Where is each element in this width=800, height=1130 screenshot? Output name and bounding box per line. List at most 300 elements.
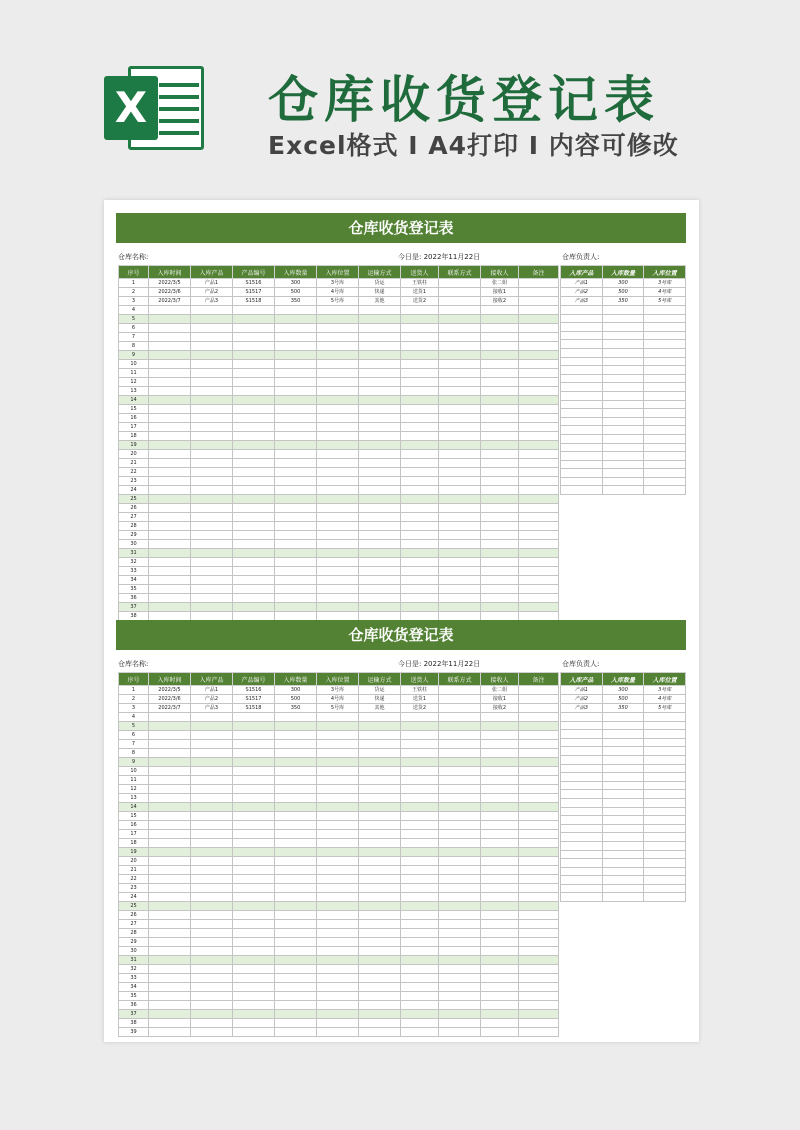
- table-cell[interactable]: [439, 342, 481, 351]
- summary-cell[interactable]: [602, 374, 644, 383]
- table-cell[interactable]: [275, 803, 317, 812]
- table-cell[interactable]: [191, 911, 233, 920]
- table-cell[interactable]: [359, 306, 401, 315]
- summary-cell[interactable]: [644, 452, 686, 461]
- table-cell[interactable]: 产品2: [191, 288, 233, 297]
- table-cell[interactable]: [275, 902, 317, 911]
- table-cell[interactable]: [317, 315, 359, 324]
- summary-cell[interactable]: [644, 867, 686, 876]
- table-cell[interactable]: [233, 486, 275, 495]
- table-cell[interactable]: [191, 405, 233, 414]
- table-cell[interactable]: [275, 920, 317, 929]
- table-cell[interactable]: [317, 468, 359, 477]
- table-cell[interactable]: [317, 522, 359, 531]
- table-cell[interactable]: [401, 360, 439, 369]
- summary-cell[interactable]: [561, 426, 603, 435]
- table-cell[interactable]: [191, 1001, 233, 1010]
- table-cell[interactable]: [275, 830, 317, 839]
- table-cell[interactable]: [191, 459, 233, 468]
- table-cell[interactable]: 接收2: [481, 704, 519, 713]
- table-cell[interactable]: [359, 758, 401, 767]
- summary-cell[interactable]: [602, 867, 644, 876]
- summary-cell[interactable]: 350: [602, 297, 644, 306]
- table-cell[interactable]: [233, 351, 275, 360]
- table-cell[interactable]: [275, 468, 317, 477]
- table-cell[interactable]: [191, 387, 233, 396]
- table-cell[interactable]: [439, 722, 481, 731]
- table-cell[interactable]: [191, 812, 233, 821]
- table-cell[interactable]: [317, 342, 359, 351]
- table-cell[interactable]: 张二姐: [481, 279, 519, 288]
- summary-cell[interactable]: 产品1: [561, 279, 603, 288]
- table-cell[interactable]: [519, 585, 559, 594]
- table-cell[interactable]: [149, 875, 191, 884]
- table-cell[interactable]: [275, 857, 317, 866]
- table-cell[interactable]: [275, 758, 317, 767]
- table-cell[interactable]: [317, 938, 359, 947]
- table-cell[interactable]: [439, 938, 481, 947]
- table-cell[interactable]: [317, 866, 359, 875]
- table-cell[interactable]: [401, 722, 439, 731]
- table-cell[interactable]: [233, 450, 275, 459]
- table-cell[interactable]: [481, 603, 519, 612]
- table-cell[interactable]: [359, 405, 401, 414]
- table-cell[interactable]: [317, 965, 359, 974]
- table-cell[interactable]: [519, 450, 559, 459]
- summary-cell[interactable]: 300: [602, 686, 644, 695]
- summary-cell[interactable]: [602, 755, 644, 764]
- table-cell[interactable]: [359, 911, 401, 920]
- table-cell[interactable]: [481, 722, 519, 731]
- table-cell[interactable]: [149, 414, 191, 423]
- table-cell[interactable]: 350: [275, 704, 317, 713]
- table-cell[interactable]: [191, 749, 233, 758]
- table-cell[interactable]: [401, 495, 439, 504]
- table-cell[interactable]: [233, 866, 275, 875]
- summary-cell[interactable]: [644, 850, 686, 859]
- table-cell[interactable]: [401, 459, 439, 468]
- table-cell[interactable]: [519, 713, 559, 722]
- table-cell[interactable]: [317, 740, 359, 749]
- summary-cell[interactable]: [561, 893, 603, 902]
- table-cell[interactable]: [481, 441, 519, 450]
- table-cell[interactable]: [519, 495, 559, 504]
- table-cell[interactable]: [233, 785, 275, 794]
- table-cell[interactable]: [439, 956, 481, 965]
- table-cell[interactable]: [401, 920, 439, 929]
- table-cell[interactable]: [519, 522, 559, 531]
- table-cell[interactable]: [149, 821, 191, 830]
- table-cell[interactable]: [317, 369, 359, 378]
- table-cell[interactable]: [275, 947, 317, 956]
- table-cell[interactable]: [481, 459, 519, 468]
- table-cell[interactable]: [317, 956, 359, 965]
- table-cell[interactable]: [519, 839, 559, 848]
- table-cell[interactable]: [401, 594, 439, 603]
- table-cell[interactable]: [149, 902, 191, 911]
- table-cell[interactable]: [275, 387, 317, 396]
- table-cell[interactable]: [519, 947, 559, 956]
- table-cell[interactable]: [191, 803, 233, 812]
- table-cell[interactable]: [275, 432, 317, 441]
- table-cell[interactable]: [439, 812, 481, 821]
- summary-cell[interactable]: [644, 426, 686, 435]
- table-cell[interactable]: [275, 603, 317, 612]
- table-cell[interactable]: 货运: [359, 279, 401, 288]
- table-cell[interactable]: [401, 549, 439, 558]
- table-cell[interactable]: [233, 441, 275, 450]
- table-cell[interactable]: [359, 522, 401, 531]
- table-cell[interactable]: [519, 567, 559, 576]
- summary-cell[interactable]: [561, 730, 603, 739]
- table-cell[interactable]: [275, 965, 317, 974]
- table-cell[interactable]: [401, 776, 439, 785]
- table-cell[interactable]: [401, 1001, 439, 1010]
- table-cell[interactable]: [275, 513, 317, 522]
- table-cell[interactable]: [481, 414, 519, 423]
- table-cell[interactable]: [191, 875, 233, 884]
- table-cell[interactable]: [359, 983, 401, 992]
- table-cell[interactable]: [401, 477, 439, 486]
- summary-cell[interactable]: 5号库: [644, 704, 686, 713]
- table-cell[interactable]: [519, 893, 559, 902]
- table-cell[interactable]: [149, 857, 191, 866]
- table-cell[interactable]: [233, 749, 275, 758]
- table-cell[interactable]: [149, 306, 191, 315]
- table-cell[interactable]: [233, 333, 275, 342]
- summary-cell[interactable]: [561, 383, 603, 392]
- table-cell[interactable]: [359, 947, 401, 956]
- summary-cell[interactable]: [644, 469, 686, 478]
- summary-cell[interactable]: [644, 460, 686, 469]
- table-cell[interactable]: [519, 785, 559, 794]
- table-cell[interactable]: [317, 722, 359, 731]
- table-cell[interactable]: [359, 974, 401, 983]
- table-cell[interactable]: [439, 731, 481, 740]
- table-cell[interactable]: [481, 812, 519, 821]
- table-cell[interactable]: [317, 360, 359, 369]
- table-cell[interactable]: 其他: [359, 297, 401, 306]
- table-cell[interactable]: [519, 594, 559, 603]
- table-cell[interactable]: [275, 423, 317, 432]
- table-cell[interactable]: [439, 704, 481, 713]
- summary-cell[interactable]: [561, 798, 603, 807]
- table-cell[interactable]: [191, 938, 233, 947]
- table-cell[interactable]: [149, 803, 191, 812]
- table-cell[interactable]: [359, 794, 401, 803]
- table-cell[interactable]: [519, 938, 559, 947]
- summary-cell[interactable]: [644, 443, 686, 452]
- table-cell[interactable]: [317, 306, 359, 315]
- table-cell[interactable]: [359, 540, 401, 549]
- table-cell[interactable]: 3号库: [317, 686, 359, 695]
- table-cell[interactable]: [317, 884, 359, 893]
- summary-cell[interactable]: [602, 798, 644, 807]
- table-cell[interactable]: [359, 432, 401, 441]
- table-cell[interactable]: [401, 342, 439, 351]
- table-cell[interactable]: [149, 776, 191, 785]
- table-cell[interactable]: [275, 848, 317, 857]
- summary-cell[interactable]: [602, 893, 644, 902]
- table-cell[interactable]: [317, 387, 359, 396]
- summary-cell[interactable]: [602, 773, 644, 782]
- summary-cell[interactable]: [561, 781, 603, 790]
- summary-cell[interactable]: [644, 884, 686, 893]
- table-cell[interactable]: [401, 983, 439, 992]
- table-cell[interactable]: [149, 1019, 191, 1028]
- table-cell[interactable]: [519, 911, 559, 920]
- table-cell[interactable]: [275, 731, 317, 740]
- summary-cell[interactable]: [561, 434, 603, 443]
- table-cell[interactable]: [317, 902, 359, 911]
- table-cell[interactable]: [359, 956, 401, 965]
- table-cell[interactable]: [149, 360, 191, 369]
- table-cell[interactable]: [233, 974, 275, 983]
- table-cell[interactable]: [275, 567, 317, 576]
- table-cell[interactable]: [439, 920, 481, 929]
- table-cell[interactable]: [519, 324, 559, 333]
- table-cell[interactable]: [439, 531, 481, 540]
- table-cell[interactable]: [275, 749, 317, 758]
- table-cell[interactable]: [275, 839, 317, 848]
- summary-cell[interactable]: [644, 340, 686, 349]
- summary-cell[interactable]: [602, 816, 644, 825]
- summary-cell[interactable]: [644, 859, 686, 868]
- summary-cell[interactable]: [602, 314, 644, 323]
- table-cell[interactable]: [191, 594, 233, 603]
- table-cell[interactable]: [149, 396, 191, 405]
- table-cell[interactable]: [439, 567, 481, 576]
- table-cell[interactable]: [317, 992, 359, 1001]
- table-cell[interactable]: [191, 920, 233, 929]
- table-cell[interactable]: [359, 821, 401, 830]
- table-cell[interactable]: [149, 531, 191, 540]
- table-cell[interactable]: [519, 558, 559, 567]
- summary-cell[interactable]: [644, 383, 686, 392]
- table-cell[interactable]: [191, 866, 233, 875]
- table-cell[interactable]: [359, 857, 401, 866]
- table-cell[interactable]: [519, 857, 559, 866]
- summary-cell[interactable]: [561, 721, 603, 730]
- summary-cell[interactable]: [561, 366, 603, 375]
- table-cell[interactable]: [401, 830, 439, 839]
- table-cell[interactable]: [149, 974, 191, 983]
- table-cell[interactable]: [359, 875, 401, 884]
- table-cell[interactable]: [149, 495, 191, 504]
- table-cell[interactable]: [401, 947, 439, 956]
- table-cell[interactable]: 快递: [359, 695, 401, 704]
- table-cell[interactable]: [439, 749, 481, 758]
- summary-cell[interactable]: 5号库: [644, 297, 686, 306]
- summary-cell[interactable]: 500: [602, 288, 644, 297]
- table-cell[interactable]: [359, 1010, 401, 1019]
- table-cell[interactable]: [481, 594, 519, 603]
- summary-cell[interactable]: [602, 833, 644, 842]
- table-cell[interactable]: [233, 531, 275, 540]
- table-cell[interactable]: [519, 992, 559, 1001]
- table-cell[interactable]: [481, 540, 519, 549]
- table-cell[interactable]: [233, 360, 275, 369]
- table-cell[interactable]: [275, 369, 317, 378]
- table-cell[interactable]: [481, 1010, 519, 1019]
- summary-cell[interactable]: [561, 859, 603, 868]
- table-cell[interactable]: [439, 387, 481, 396]
- table-cell[interactable]: [481, 992, 519, 1001]
- table-cell[interactable]: [519, 405, 559, 414]
- table-cell[interactable]: [359, 414, 401, 423]
- summary-cell[interactable]: [561, 443, 603, 452]
- table-cell[interactable]: [359, 576, 401, 585]
- table-cell[interactable]: [401, 974, 439, 983]
- summary-cell[interactable]: [644, 357, 686, 366]
- table-cell[interactable]: [233, 1019, 275, 1028]
- table-cell[interactable]: [439, 405, 481, 414]
- table-cell[interactable]: [519, 875, 559, 884]
- table-cell[interactable]: [233, 567, 275, 576]
- table-cell[interactable]: [191, 902, 233, 911]
- table-cell[interactable]: [317, 567, 359, 576]
- table-cell[interactable]: [233, 423, 275, 432]
- table-cell[interactable]: [359, 740, 401, 749]
- table-cell[interactable]: [149, 459, 191, 468]
- table-cell[interactable]: 货运: [359, 686, 401, 695]
- table-cell[interactable]: [439, 378, 481, 387]
- table-cell[interactable]: [191, 947, 233, 956]
- table-cell[interactable]: [481, 522, 519, 531]
- table-cell[interactable]: [317, 875, 359, 884]
- table-cell[interactable]: [233, 1010, 275, 1019]
- table-cell[interactable]: [317, 414, 359, 423]
- table-cell[interactable]: [233, 776, 275, 785]
- table-cell[interactable]: [439, 315, 481, 324]
- table-cell[interactable]: 5号库: [317, 704, 359, 713]
- table-cell[interactable]: [275, 929, 317, 938]
- table-cell[interactable]: [359, 884, 401, 893]
- summary-cell[interactable]: [644, 477, 686, 486]
- table-cell[interactable]: [401, 911, 439, 920]
- table-cell[interactable]: 快递: [359, 288, 401, 297]
- table-cell[interactable]: [359, 531, 401, 540]
- summary-cell[interactable]: [602, 323, 644, 332]
- table-cell[interactable]: [481, 938, 519, 947]
- table-cell[interactable]: [149, 893, 191, 902]
- table-cell[interactable]: [481, 758, 519, 767]
- table-cell[interactable]: [481, 378, 519, 387]
- table-cell[interactable]: 350: [275, 297, 317, 306]
- table-cell[interactable]: [149, 450, 191, 459]
- table-cell[interactable]: [275, 477, 317, 486]
- table-cell[interactable]: [317, 378, 359, 387]
- table-cell[interactable]: [519, 1010, 559, 1019]
- table-cell[interactable]: [519, 821, 559, 830]
- table-cell[interactable]: [149, 848, 191, 857]
- table-cell[interactable]: [439, 839, 481, 848]
- table-cell[interactable]: [401, 1019, 439, 1028]
- table-cell[interactable]: [275, 983, 317, 992]
- table-cell[interactable]: [149, 441, 191, 450]
- summary-cell[interactable]: [644, 417, 686, 426]
- table-cell[interactable]: [191, 731, 233, 740]
- table-cell[interactable]: [401, 315, 439, 324]
- table-cell[interactable]: [401, 938, 439, 947]
- table-cell[interactable]: [149, 558, 191, 567]
- table-cell[interactable]: [149, 749, 191, 758]
- table-cell[interactable]: [317, 549, 359, 558]
- table-cell[interactable]: 2022/3/5: [149, 686, 191, 695]
- table-cell[interactable]: [359, 1028, 401, 1037]
- table-cell[interactable]: [275, 713, 317, 722]
- table-cell[interactable]: [359, 776, 401, 785]
- table-cell[interactable]: [149, 920, 191, 929]
- table-cell[interactable]: [481, 477, 519, 486]
- table-cell[interactable]: S1516: [233, 279, 275, 288]
- table-cell[interactable]: [275, 911, 317, 920]
- table-cell[interactable]: [149, 585, 191, 594]
- table-cell[interactable]: [481, 731, 519, 740]
- summary-cell[interactable]: [644, 391, 686, 400]
- table-cell[interactable]: [149, 504, 191, 513]
- table-cell[interactable]: [149, 432, 191, 441]
- table-cell[interactable]: [519, 722, 559, 731]
- table-cell[interactable]: [149, 477, 191, 486]
- table-cell[interactable]: [519, 704, 559, 713]
- summary-cell[interactable]: [644, 790, 686, 799]
- table-cell[interactable]: [233, 513, 275, 522]
- table-cell[interactable]: [317, 540, 359, 549]
- table-cell[interactable]: [233, 558, 275, 567]
- table-cell[interactable]: [317, 803, 359, 812]
- table-cell[interactable]: [149, 513, 191, 522]
- table-cell[interactable]: [233, 369, 275, 378]
- table-cell[interactable]: [359, 369, 401, 378]
- table-cell[interactable]: [439, 767, 481, 776]
- table-cell[interactable]: [317, 432, 359, 441]
- table-cell[interactable]: [275, 884, 317, 893]
- table-cell[interactable]: [359, 513, 401, 522]
- table-cell[interactable]: [191, 893, 233, 902]
- table-cell[interactable]: 其他: [359, 704, 401, 713]
- table-cell[interactable]: [233, 576, 275, 585]
- table-cell[interactable]: 2022/3/7: [149, 297, 191, 306]
- table-cell[interactable]: [401, 929, 439, 938]
- summary-cell[interactable]: [561, 841, 603, 850]
- summary-cell[interactable]: [561, 747, 603, 756]
- table-cell[interactable]: [275, 504, 317, 513]
- table-cell[interactable]: [191, 1010, 233, 1019]
- summary-cell[interactable]: [602, 366, 644, 375]
- table-cell[interactable]: 产品1: [191, 279, 233, 288]
- table-cell[interactable]: [149, 911, 191, 920]
- table-cell[interactable]: [519, 576, 559, 585]
- table-cell[interactable]: [359, 378, 401, 387]
- table-cell[interactable]: [149, 351, 191, 360]
- table-cell[interactable]: [191, 531, 233, 540]
- summary-cell[interactable]: [602, 469, 644, 478]
- summary-cell[interactable]: [561, 391, 603, 400]
- summary-cell[interactable]: [561, 460, 603, 469]
- table-cell[interactable]: [149, 812, 191, 821]
- table-cell[interactable]: [317, 848, 359, 857]
- table-cell[interactable]: [401, 785, 439, 794]
- table-cell[interactable]: [359, 902, 401, 911]
- table-cell[interactable]: [317, 396, 359, 405]
- table-cell[interactable]: [233, 938, 275, 947]
- table-cell[interactable]: [439, 776, 481, 785]
- table-cell[interactable]: [401, 992, 439, 1001]
- table-cell[interactable]: [481, 342, 519, 351]
- table-cell[interactable]: [481, 740, 519, 749]
- table-cell[interactable]: [519, 902, 559, 911]
